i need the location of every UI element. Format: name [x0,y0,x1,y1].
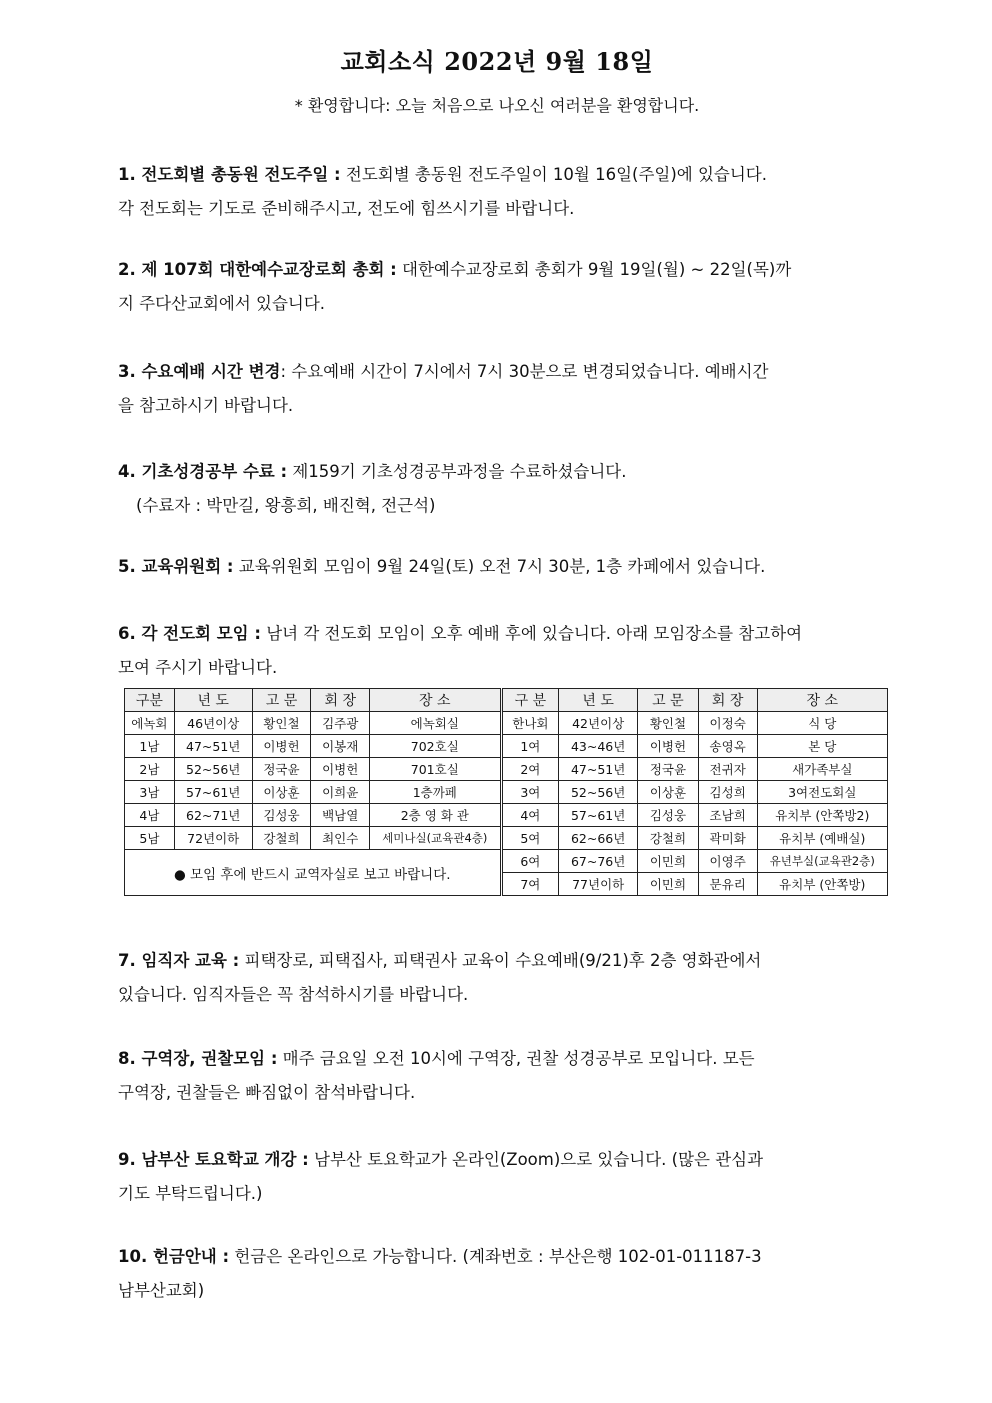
table-cell: 백남열 [311,804,370,827]
news-item-line [118,253,876,287]
table-cell: 곽미화 [698,827,757,850]
table-cell: 황인철 [252,712,311,735]
table-cell: 식 당 [757,712,887,735]
news-item-line: 각 전도회는 기도로 준비해주시고, 전도에 힘쓰시기를 바랍니다. [118,199,575,218]
news-item-text: 교육위원회 모임이 9월 24일(토) 오전 7시 30분, 1층 카페에서 있습니다. [233,557,766,576]
table-header: 회 장 [311,689,370,712]
news-item [118,355,876,423]
table-cell: 1남 [125,735,175,758]
table-header: 고 문 [252,689,311,712]
news-item [118,550,876,584]
table-cell: 4남 [125,804,175,827]
table-header: 고 문 [638,689,699,712]
table-cell: 유치부 (안쪽방2) [757,804,887,827]
news-item-line: 모여 주시기 바랍니다. [118,658,278,677]
table-cell: 세미나실(교육관4층) [370,827,501,850]
table-header: 년 도 [174,689,252,712]
table-cell: 유년부실(교육관2층) [757,850,887,873]
table-cell: 이상훈 [638,781,699,804]
table-cell: 김성웅 [638,804,699,827]
news-item [118,253,876,321]
table-row [125,850,888,873]
table-cell: 67~76년 [559,850,638,873]
news-item-text: : 수요예배 시간이 7시에서 7시 30분으로 변경되었습니다. 예배시간 [280,362,769,381]
table-cell: 62~71년 [174,804,252,827]
table-cell: 이민희 [638,873,699,896]
news-item-line: 남부산교회) [118,1281,205,1300]
news-item-line: 구역장, 권찰들은 빠짐없이 참석바랍니다. [118,1083,416,1102]
table-cell: 유치부 (예배실) [757,827,887,850]
table-cell: 문유리 [698,873,757,896]
news-item-text: 제159기 기초성경공부과정을 수료하셨습니다. [287,462,627,481]
news-item-heading: 2. 제 107회 대한예수교장로회 총회 : [118,260,397,279]
table-cell: 5남 [125,827,175,850]
news-item-line [118,158,876,192]
table-cell: 62~66년 [559,827,638,850]
table-cell: 새가족부실 [757,758,887,781]
table-header: 구분 [125,689,175,712]
table-note: ● 모임 후에 반드시 교역자실로 보고 바랍니다. [125,850,502,896]
news-item-text: 남녀 각 전도회 모임이 오후 예배 후에 있습니다. 아래 모임장소를 참고하여 [260,624,803,643]
table-cell: 46년이상 [174,712,252,735]
table-cell: 52~56년 [559,781,638,804]
table-header: 회 장 [698,689,757,712]
news-item-heading: 8. 구역장, 권찰모임 : [118,1049,278,1068]
table-cell: 2남 [125,758,175,781]
news-item-heading: 6. 각 전도회 모임 : [118,624,261,643]
news-item-line: 있습니다. 임직자들은 꼭 참석하시기를 바랍니다. [118,985,469,1004]
news-item-text: 대한예수교장로회 총회가 9월 19일(월) ~ 22일(목)까 [396,260,792,279]
table-cell: 47~51년 [559,758,638,781]
news-item [118,158,876,226]
table-cell: 황인철 [638,712,699,735]
table-cell: 52~56년 [174,758,252,781]
table-row [125,735,888,758]
table-cell: 3남 [125,781,175,804]
table-cell: 김주광 [311,712,370,735]
table-cell: 송영옥 [698,735,757,758]
table-cell: 5여 [501,827,559,850]
table-row [125,781,888,804]
table-cell: 701호실 [370,758,501,781]
news-item-heading: 10. 헌금안내 : [118,1247,230,1266]
news-item-text: 전도회별 총동원 전도주일이 10월 16일(주일)에 있습니다. [340,165,767,184]
news-item-line [118,944,876,978]
news-item [118,944,876,1012]
news-item-line: 을 참고하시기 바랍니다. [118,396,294,415]
news-item-text: 헌금은 온라인으로 가능합니다. (계좌번호 : 부산은행 102-01-011187-3 [229,1247,762,1266]
table-row [125,804,888,827]
news-item-text: 남부산 토요학교가 온라인(Zoom)으로 있습니다. (많은 관심과 [308,1150,764,1169]
table-header: 년 도 [559,689,638,712]
news-item [118,1042,876,1110]
table-cell: 김성웅 [252,804,311,827]
table-cell: 2층 영 화 관 [370,804,501,827]
table-cell: 전귀자 [698,758,757,781]
table-cell: 김성희 [698,781,757,804]
table-cell: 이봉재 [311,735,370,758]
table-cell: 이병헌 [311,758,370,781]
table-header-row [125,689,888,712]
table-cell: 4여 [501,804,559,827]
table-cell: 에녹회 [125,712,175,735]
table-row [125,758,888,781]
news-item [118,1143,876,1211]
table-cell: 강철희 [252,827,311,850]
table-cell: 한나회 [501,712,559,735]
page-title: 교회소식 2022년 9월 18일 [340,47,654,76]
table-cell: 이병헌 [638,735,699,758]
table-row [125,827,888,850]
table-header: 장 소 [757,689,887,712]
table-cell: 이영주 [698,850,757,873]
news-item-text: 피택장로, 피택집사, 피택권사 교육이 수요예배(9/21)후 2층 영화관에서 [239,951,762,970]
table-cell: 47~51년 [174,735,252,758]
table-cell: 7여 [501,873,559,896]
news-item-heading: 7. 임직자 교육 : [118,951,240,970]
meeting-table [124,688,888,896]
news-item-line: 기도 부탁드립니다.) [118,1184,263,1203]
table-cell: 2여 [501,758,559,781]
news-item [118,617,876,685]
table-cell: 57~61년 [559,804,638,827]
welcome-message: * 환영합니다: 오늘 처음으로 나오신 여러분을 환영합니다. [294,96,700,115]
news-item [118,1240,876,1308]
table-header: 구 분 [501,689,559,712]
news-item-heading: 4. 기초성경공부 수료 : [118,462,288,481]
table-cell: 이민희 [638,850,699,873]
table-cell: 702호실 [370,735,501,758]
news-item-line [118,550,876,584]
news-item-text: 매주 금요일 오전 10시에 구역장, 권찰 성경공부로 모입니다. 모든 [277,1049,755,1068]
news-item-line [118,455,876,489]
table-cell: 정국윤 [638,758,699,781]
news-item-heading: 3. 수요예배 시간 변경 [118,362,281,381]
table-cell: 이정숙 [698,712,757,735]
table-cell: 72년이하 [174,827,252,850]
news-item-line [118,617,876,651]
table-cell: 이희윤 [311,781,370,804]
table-cell: 조남희 [698,804,757,827]
table-cell: 이병헌 [252,735,311,758]
table-cell: 42년이상 [559,712,638,735]
table-header: 장 소 [370,689,501,712]
table-cell: 최인수 [311,827,370,850]
news-item-line [118,1042,876,1076]
table-cell: 77년이하 [559,873,638,896]
table-cell: 본 당 [757,735,887,758]
table-cell: 43~46년 [559,735,638,758]
table-cell: 1층까페 [370,781,501,804]
table-cell: 3여 [501,781,559,804]
table-cell: 3여전도회실 [757,781,887,804]
table-cell: 57~61년 [174,781,252,804]
news-item-heading: 9. 남부산 토요학교 개강 : [118,1150,309,1169]
news-item-line: (수료자 : 박만길, 왕흥희, 배진혁, 전근석) [136,496,436,515]
news-item [118,455,876,523]
news-item-line [118,1240,876,1274]
news-item-heading: 5. 교육위원회 : [118,557,234,576]
table-cell: 이상훈 [252,781,311,804]
news-item-line [118,1143,876,1177]
table-cell: 정국윤 [252,758,311,781]
table-cell: 강철희 [638,827,699,850]
news-item-heading: 1. 전도회별 총동원 전도주일 : [118,165,341,184]
news-item-line: 지 주다산교회에서 있습니다. [118,294,326,313]
table-cell: 유치부 (안쪽방) [757,873,887,896]
table-cell: 6여 [501,850,559,873]
bulletin-page [118,44,876,118]
table-cell: 에녹회실 [370,712,501,735]
table-row [125,712,888,735]
table-cell: 1여 [501,735,559,758]
news-item-line [118,355,876,389]
